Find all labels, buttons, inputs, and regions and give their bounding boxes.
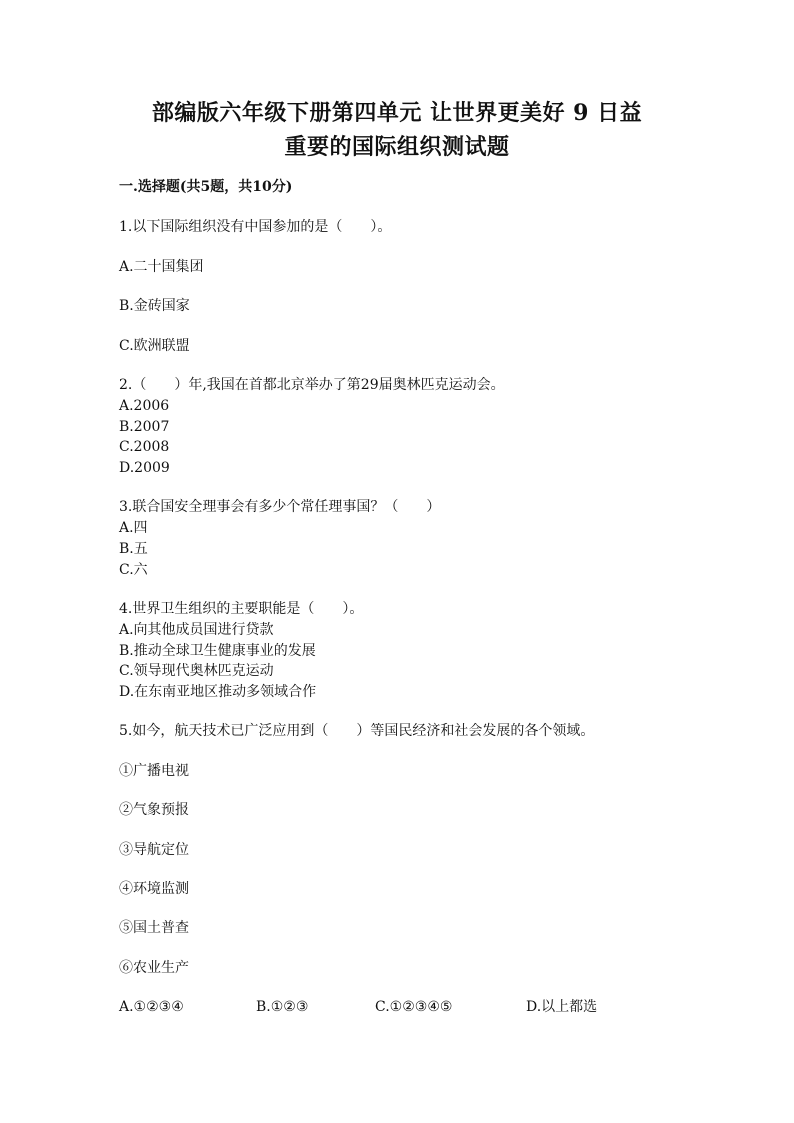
- page-title-line1: 部编版六年级下册第四单元 让世界更美好 9 日益: [151, 100, 643, 126]
- question-5-item-2: ②气象预报: [119, 802, 189, 818]
- question-4-option-d: D.在东南亚地区推动多领域合作: [119, 684, 317, 700]
- question-5-item-1: ①广播电视: [119, 763, 189, 779]
- question-5-option-b: B.①②③: [256, 999, 309, 1015]
- question-2-option-a: A.2006: [119, 398, 170, 414]
- question-2-option-c: C.2008: [119, 439, 170, 455]
- question-2-option-d: D.2009: [119, 460, 170, 476]
- question-4-option-b: B.推动全球卫生健康事业的发展: [119, 643, 316, 659]
- question-5-stem: 5.如今，航天技术已广泛应用到（ ）等国民经济和社会发展的各个领域。: [119, 723, 595, 739]
- page-title-line2: 重要的国际组织测试题: [284, 134, 510, 160]
- question-3-option-c: C.六: [119, 562, 148, 578]
- section-heading: 一.选择题(共5题，共10分): [119, 179, 293, 195]
- question-1-option-b: B.金砖国家: [119, 298, 190, 314]
- question-5-item-4: ④环境监测: [119, 881, 189, 897]
- question-5-item-6: ⑥农业生产: [119, 960, 189, 976]
- question-2-option-b: B.2007: [119, 419, 170, 435]
- question-4-option-c: C.领导现代奥林匹克运动: [119, 663, 274, 679]
- question-4-stem: 4.世界卫生组织的主要职能是（ ）。: [119, 601, 364, 617]
- question-3-option-a: A.四: [119, 520, 148, 536]
- question-4-option-a: A.向其他成员国进行贷款: [119, 622, 274, 638]
- question-5-option-c: C.①②③④⑤: [375, 999, 453, 1015]
- question-1-option-a: A.二十国集团: [119, 259, 204, 275]
- question-3-option-b: B.五: [119, 541, 148, 557]
- question-5-item-5: ⑤国土普查: [119, 920, 189, 936]
- question-1-stem: 1.以下国际组织没有中国参加的是（ ）。: [119, 219, 392, 235]
- question-1-option-c: C.欧洲联盟: [119, 338, 190, 354]
- question-5-option-d: D.以上都选: [526, 999, 598, 1015]
- question-5-option-a: A.①②③④: [119, 999, 184, 1015]
- question-2-stem: 2.（ ）年,我国在首都北京举办了第29届奥林匹克运动会。: [119, 377, 505, 393]
- question-5-item-3: ③导航定位: [119, 842, 189, 858]
- question-3-stem: 3.联合国安全理事会有多少个常任理事国？（ ）: [119, 499, 441, 515]
